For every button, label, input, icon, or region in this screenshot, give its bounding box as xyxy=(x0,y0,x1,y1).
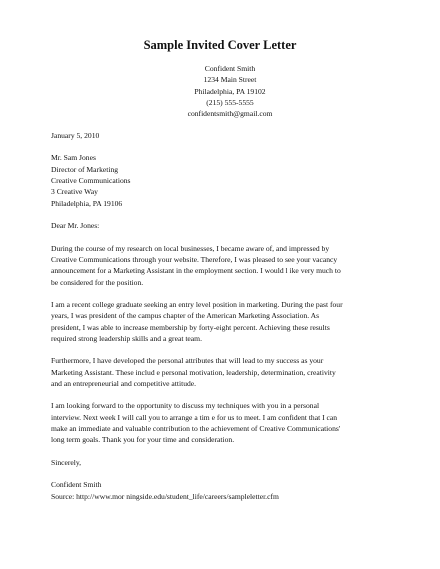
sender-city: Philadelphia, PA 19102 xyxy=(194,86,266,96)
recipient-company: Creative Communications xyxy=(51,176,131,186)
paragraph xyxy=(51,299,391,344)
paragraph-line: years, I was president of the campus chapter of the American Marketing Association. As xyxy=(51,311,320,321)
closing: Sincerely, xyxy=(51,457,82,467)
recipient-title: Director of Marketing xyxy=(51,164,119,174)
sender-name: Confident Smith xyxy=(204,64,256,73)
sender-phone: (215) 555-5555 xyxy=(206,97,254,107)
paragraph-line: Furthermore, I have developed the personal attributes that will lead to my success as your xyxy=(51,356,324,366)
paragraph-line: Creative Communications through your website. Therefore, I was pleased to see your vacancy xyxy=(51,254,338,264)
paragraph-line: president, I was able to increase membership by forty-eight percent. Achieving these results xyxy=(51,322,330,332)
paragraph-line: long term goals. Thank you for your time and consideration. xyxy=(51,435,235,445)
source-line: Source: http://www.mor ningside.edu/student_life/careers/sampleletter.cfm xyxy=(51,491,279,501)
document-title: Sample Invited Cover Letter xyxy=(143,38,297,52)
recipient-street: 3 Creative Way xyxy=(51,187,98,197)
paragraph-line: and an entrepreneurial and competitive attitude. xyxy=(51,378,197,388)
paragraph-line: make an immediate and valuable contribution to the achievement of Creative Communications' xyxy=(51,424,341,434)
recipient-address xyxy=(51,152,391,208)
paragraph xyxy=(51,243,391,288)
paragraph-line: I am a recent college graduate seeking an entry level position in marketing. During the past four xyxy=(51,300,343,310)
letter-body xyxy=(51,130,391,502)
paragraph-line: I am looking forward to the opportunity to discuss my techniques with you in a personal xyxy=(51,401,320,411)
paragraph-line: Marketing Assistant. These includ e personal motivation, leadership, determination, creativity xyxy=(51,367,336,377)
signature-name: Confident Smith xyxy=(51,480,102,490)
sender-street: 1234 Main Street xyxy=(203,75,257,85)
paragraph xyxy=(51,400,391,445)
paragraph-line: interview. Next week I will call you to arrange a tim e for us to meet. I am confident that I can xyxy=(51,412,338,422)
sender-email: confidentsmith@gmail.com xyxy=(187,109,273,119)
paragraph-line: required strong leadership skills and a great team. xyxy=(51,333,202,343)
paragraph-line: be considered for the position. xyxy=(51,277,144,287)
paragraph-line: During the course of my research on local businesses, I became aware of, and impressed by xyxy=(51,243,330,253)
salutation: Dear Mr. Jones: xyxy=(51,221,100,231)
letter-date: January 5, 2010 xyxy=(51,131,100,140)
paragraph xyxy=(51,355,391,389)
sender-address xyxy=(170,63,290,119)
recipient-city: Philadelphia, PA 19106 xyxy=(51,198,123,208)
paragraph-line: announcement for a Marketing Assistant in the employment section. I would l ike very much to xyxy=(51,266,341,276)
recipient-name: Mr. Sam Jones xyxy=(51,153,96,163)
